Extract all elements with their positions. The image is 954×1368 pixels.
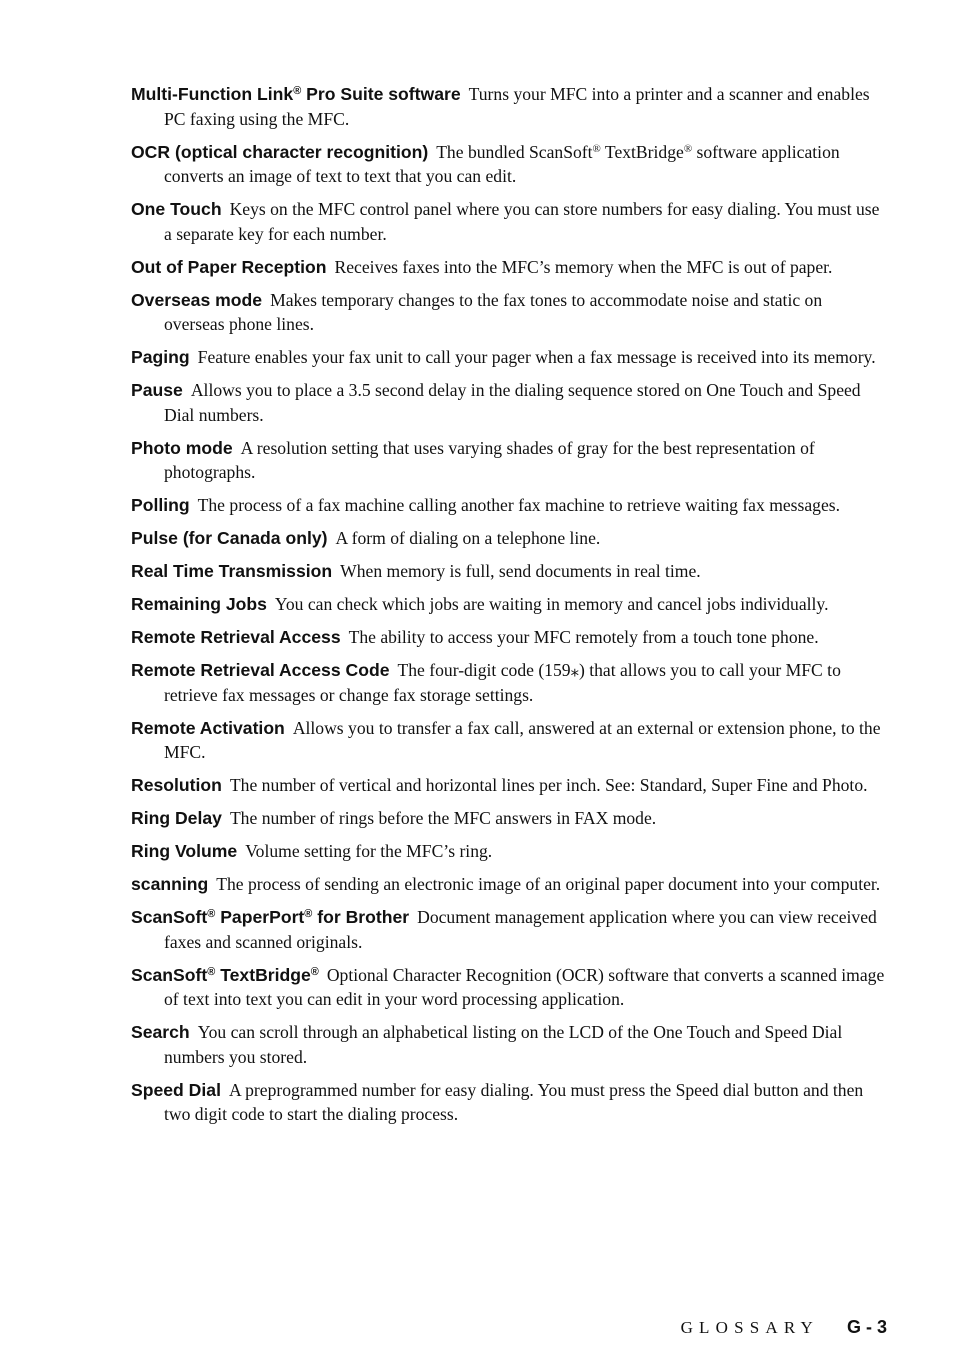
term-text: ScanSoft <box>131 907 208 927</box>
registered-mark: ® <box>207 908 216 920</box>
glossary-definition <box>198 495 840 515</box>
registered-mark: ® <box>683 142 693 155</box>
glossary-term <box>131 718 285 738</box>
glossary-entry <box>131 197 887 246</box>
term-text: Pulse (for Canada only) <box>131 528 328 548</box>
glossary-definition <box>230 808 656 828</box>
glossary-term <box>131 907 409 927</box>
glossary-entry <box>131 773 887 798</box>
glossary-entry <box>131 1020 887 1069</box>
glossary-term <box>131 142 428 162</box>
term-text: One Touch <box>131 199 222 219</box>
term-text: Ring Volume <box>131 841 238 861</box>
term-text: Resolution <box>131 775 222 795</box>
definition-text: Allows you to transfer a fax call, answered at an external or extension phone, to the MFC. <box>164 717 881 762</box>
glossary-term <box>131 874 208 894</box>
term-text: Remote Retrieval Access Code <box>131 660 390 680</box>
glossary-term <box>131 290 262 310</box>
definition-text: The process of a fax machine calling another fax machine to retrieve waiting fax messages. <box>197 495 841 515</box>
definition-text: The number of vertical and horizontal lines per inch. See: Standard, Super Fine and Photo. <box>229 775 868 795</box>
glossary-definition <box>340 561 701 581</box>
glossary-entry <box>131 625 887 650</box>
glossary-term <box>131 199 222 219</box>
glossary-entry <box>131 559 887 584</box>
glossary-definition <box>230 775 868 795</box>
footer-section-title: GLOSSARY <box>680 1318 819 1337</box>
glossary-definition <box>245 841 492 861</box>
glossary-definition <box>164 438 815 483</box>
glossary-term <box>131 561 332 581</box>
glossary-definition <box>336 528 601 548</box>
glossary-term <box>131 808 222 828</box>
definition-text: Allows you to place a 3.5 second delay in the dialing sequence stored on One Touch and Speed Dial numbers. <box>164 380 861 425</box>
term-text: Pause <box>131 380 183 400</box>
definition-text: The number of rings before the MFC answers in FAX mode. <box>229 808 657 828</box>
definition-text: Receives faxes into the MFC’s memory when the MFC is out of paper. <box>334 256 833 277</box>
definition-text: Keys on the MFC control panel where you can store numbers for easy dialing. You must use a separate key for each number. <box>164 199 880 244</box>
glossary-entry <box>131 963 887 1012</box>
glossary-term <box>131 84 461 104</box>
glossary-entry <box>131 288 887 337</box>
glossary-entry <box>131 493 887 518</box>
term-text: Remote Retrieval Access <box>131 627 341 647</box>
term-text: scanning <box>131 874 209 894</box>
glossary-definition <box>164 1022 842 1067</box>
glossary-definition <box>164 1080 863 1125</box>
term-text: Search <box>131 1022 190 1042</box>
page-footer <box>681 1317 887 1338</box>
registered-mark: ® <box>207 965 216 978</box>
definition-text: The four-digit code (159 <box>397 660 571 680</box>
definition-text: ) that allows you to call your MFC to retrieve fax messages or change fax storage settings. <box>164 660 841 705</box>
glossary-term <box>131 841 237 861</box>
glossary-entry <box>131 1078 887 1127</box>
glossary-entry <box>131 140 887 189</box>
term-text: Remote Activation <box>131 717 285 738</box>
glossary-entry <box>131 658 887 707</box>
glossary-entry <box>131 436 887 485</box>
glossary-term <box>131 1022 190 1042</box>
glossary-entry <box>131 255 887 280</box>
definition-text: The ability to access your MFC remotely from a touch tone phone. <box>348 627 819 647</box>
term-text: Polling <box>131 495 190 515</box>
definition-text: Volume setting for the MFC’s ring. <box>245 841 493 861</box>
definition-text: software application converts an image of text to text that you can edit. <box>164 141 840 186</box>
glossary-entry <box>131 345 887 370</box>
registered-mark: ® <box>310 965 319 978</box>
glossary-entry <box>131 716 887 765</box>
glossary-entry <box>131 82 887 131</box>
term-text: Remaining Jobs <box>131 594 267 614</box>
term-text: Photo mode <box>131 437 233 458</box>
glossary-term <box>131 1080 221 1100</box>
definition-text: Turns your MFC into a printer and a scanner and enables PC faxing using the MFC. <box>164 84 870 129</box>
glossary-term <box>131 594 267 614</box>
definition-text: Optional Character Recognition (OCR) software that converts a scanned image of text into text you can edit in your word processing application. <box>164 964 885 1009</box>
glossary-term <box>131 965 319 985</box>
glossary-term <box>131 347 190 367</box>
glossary-definition <box>164 290 822 335</box>
term-text: TextBridge <box>215 964 311 985</box>
definition-text: The bundled ScanSoft <box>436 141 593 162</box>
glossary-definition <box>216 874 880 894</box>
glossary-entry <box>131 905 887 954</box>
glossary-term <box>131 438 233 458</box>
glossary-entry <box>131 806 887 831</box>
definition-text: Makes temporary changes to the fax tones to accommodate noise and static on overseas phone lines. <box>164 289 823 334</box>
definition-text: A form of dialing on a telephone line. <box>335 528 601 548</box>
glossary-term <box>131 775 222 795</box>
glossary-term <box>131 627 341 647</box>
registered-mark: ® <box>293 85 302 97</box>
definition-text: You can check which jobs are waiting in memory and cancel jobs individually. <box>274 594 829 614</box>
term-text: PaperPort <box>215 907 305 927</box>
glossary-term <box>131 257 327 277</box>
definition-text: Document management application where you can view received faxes and scanned originals. <box>164 907 877 952</box>
term-text: ScanSoft <box>131 964 208 985</box>
glossary-entry <box>131 526 887 551</box>
term-text: Overseas mode <box>131 289 263 310</box>
glossary-list <box>131 82 887 1135</box>
term-text: Paging <box>131 347 190 367</box>
registered-mark: ® <box>304 908 313 920</box>
definition-text: A resolution setting that uses varying shades of gray for the best representation of photographs. <box>164 437 815 482</box>
glossary-term <box>131 380 183 400</box>
definition-text: When memory is full, send documents in real time. <box>340 561 701 581</box>
definition-text: You can scroll through an alphabetical listing on the LCD of the One Touch and Speed Dial numbers you stored. <box>164 1022 843 1067</box>
term-text: Out of Paper Reception <box>131 256 327 277</box>
definition-text: A preprogrammed number for easy dialing. You must press the Speed dial button and then two digit code to start the dialing process. <box>164 1079 864 1124</box>
glossary-entry <box>131 378 887 427</box>
glossary-term <box>131 528 328 548</box>
footer-page-number: G - 3 <box>846 1317 887 1337</box>
definition-text: The process of sending an electronic image of an original paper document into your computer. <box>216 874 881 894</box>
definition-text: TextBridge <box>600 141 684 162</box>
glossary-definition <box>164 199 879 244</box>
glossary-definition <box>275 594 829 614</box>
term-text: OCR (optical character recognition) <box>131 141 429 162</box>
glossary-definition <box>335 257 833 277</box>
glossary-term <box>131 495 190 515</box>
term-text: Ring Delay <box>131 808 222 828</box>
glossary-definition <box>349 627 819 647</box>
registered-mark: ® <box>592 142 601 155</box>
term-text: Speed Dial <box>131 1079 221 1100</box>
glossary-entry <box>131 839 887 864</box>
glossary-term <box>131 660 389 680</box>
glossary-entry <box>131 592 887 617</box>
asterisk-key-icon: ⁎ <box>570 660 579 680</box>
glossary-definition <box>164 380 861 425</box>
definition-text: Feature enables your fax unit to call your pager when a fax message is received into its memory. <box>197 347 876 367</box>
glossary-definition <box>198 347 876 367</box>
glossary-entry <box>131 872 887 897</box>
term-text: Real Time Transmission <box>131 561 333 581</box>
term-text: for Brother <box>312 907 410 927</box>
term-text: Pro Suite software <box>301 84 461 104</box>
term-text: Multi-Function Link <box>131 84 294 104</box>
